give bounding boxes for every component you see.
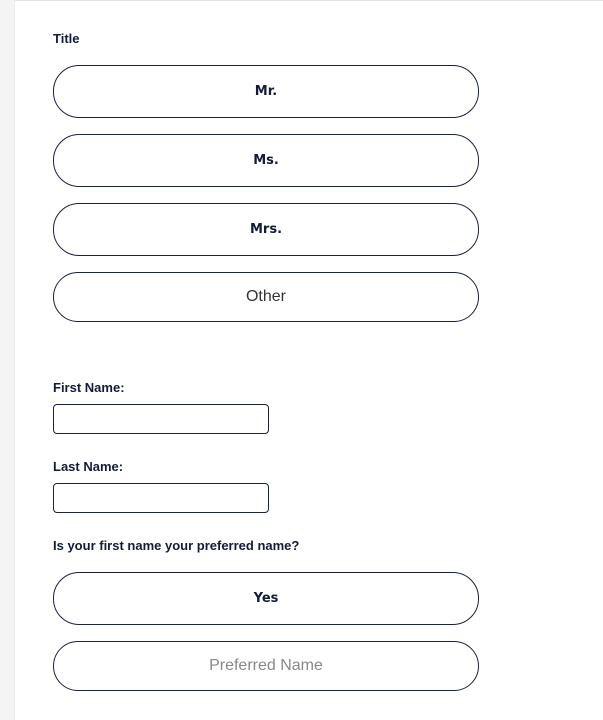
first-name-label: First Name: bbox=[53, 380, 125, 395]
preferred-name-question: Is your first name your preferred name? bbox=[53, 538, 300, 553]
last-name-label: Last Name: bbox=[53, 459, 124, 474]
title-label: Title bbox=[53, 31, 80, 46]
title-option-mrs-button[interactable] bbox=[53, 203, 479, 256]
first-name-input[interactable] bbox=[53, 404, 269, 434]
last-name-input[interactable] bbox=[53, 483, 269, 513]
title-option-ms-label: Ms. bbox=[253, 153, 279, 168]
top-divider bbox=[15, 0, 603, 1]
preferred-yes-button[interactable] bbox=[53, 572, 479, 625]
preferred-name-input[interactable] bbox=[54, 642, 478, 690]
title-other-input[interactable] bbox=[54, 273, 478, 321]
title-option-mr-button[interactable] bbox=[53, 65, 479, 118]
preferred-name-field[interactable] bbox=[53, 641, 479, 691]
title-other-field[interactable] bbox=[53, 272, 479, 322]
title-option-mr-label: Mr. bbox=[254, 84, 278, 99]
title-option-mrs-label: Mrs. bbox=[249, 222, 283, 237]
title-option-ms-button[interactable] bbox=[53, 134, 479, 187]
left-sidebar-divider bbox=[0, 0, 15, 720]
preferred-yes-label: Yes bbox=[253, 591, 279, 606]
